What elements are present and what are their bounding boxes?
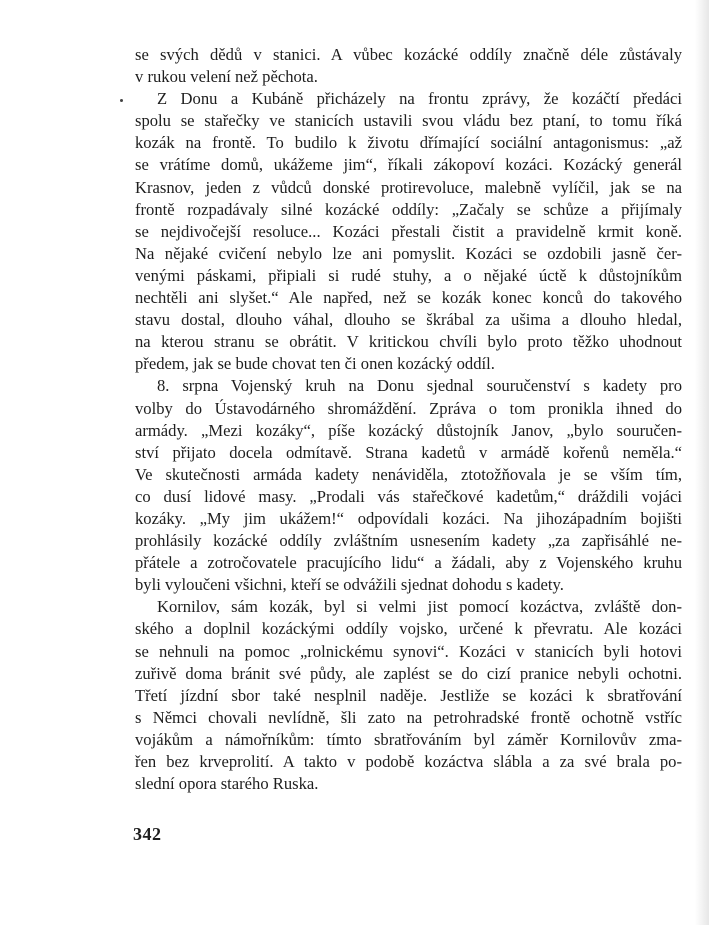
paragraph — [135, 596, 682, 795]
text-line: řen bez krveprolití. A takto v podobě kozáctva slábla a za své brala po- — [135, 752, 682, 771]
page-edge-shadow — [695, 0, 709, 925]
text-line: Ve skutečnosti armáda kadety nenáviděla, ztotožňovala je se vším tím, — [135, 464, 682, 484]
text-line: armády. „Mezi kozáky“, píše kozácký důstojník Janov, „bylo souručen- — [135, 420, 682, 440]
text-line: s Němci chovali nevlídně, šli zato na petrohradské frontě ochotně vstříc — [135, 707, 682, 727]
text-line: se nehnuli na pomoc „rolnickému synovi“. Kozáci v stanicích byli hotovi — [135, 641, 682, 661]
text-line: v rukou velení než pěchota. — [135, 67, 318, 87]
page-number: 342 — [133, 824, 162, 844]
text-line: kozák na frontě. To budilo k životu dřímající sociální antagonismus: „až — [135, 133, 682, 153]
text-line: se nejdivočejší resoluce... Kozáci přestali čistit a pravidelně krmit koně. — [135, 221, 682, 241]
paragraph — [135, 44, 682, 88]
text-line: ského a doplnil kozáckými oddíly vojsko, určené k převratu. Ale kozáci — [135, 619, 682, 639]
text-line: Kornilov, sám kozák, byl si velmi jist pomocí kozáctva, zvláště don- — [157, 597, 682, 617]
text-line: venými páskami, připiali si rudé stuhy, a o nějaké úctě k důstojníkům — [135, 265, 682, 285]
text-line: zuřivě doma bránit své půdy, ale zaplést se do cizí pranice nebyli ochotni. — [135, 663, 682, 683]
text-line: nechtěli ani slyšet.“ Ale napřed, než se kozák konec konců do takového — [135, 288, 682, 308]
text-line: na kterou stranu se obrátit. V kritickou chvíli bylo proto těžko uhodnout — [135, 332, 682, 352]
body-text — [135, 44, 682, 795]
text-line: byli vyloučeni všichni, kteří se odvážili sjednat dohodu s kadety. — [135, 575, 564, 595]
text-line: co dusí lidové masy. „Prodali vás stařečkové kadetům,“ dráždili vojáci — [135, 486, 682, 506]
text-line: vojákům a námořníkům: tímto sbratřováním byl záměr Kornilovův zma- — [135, 729, 682, 749]
text-line: spolu se stařečky ve stanicích ustavili svou vládu bez ptaní, to tomu říká — [135, 111, 682, 131]
text-line: se svých dědů v stanici. A vůbec kozácké oddíly značně déle zůstávaly — [135, 45, 682, 64]
text-line: Krasnov, jeden z vůdců donské protirevoluce, malebně vylíčil, jak se na — [135, 177, 682, 197]
text-line: prohlásily kozácké oddíly zvláštním usnesením kadety „za zapřisáhlé ne- — [135, 531, 682, 551]
text-line: předem, jak se bude chovat ten či onen kozácký oddíl. — [135, 354, 495, 374]
paragraph — [135, 375, 682, 596]
text-line: Třetí jízdní sbor také nesplnil naděje. Jestliže se kozáci k sbratřování — [135, 685, 682, 705]
text-line: Z Donu a Kubáně přicházely na frontu zprávy, že kozáčtí předáci — [157, 89, 682, 109]
margin-mark — [120, 99, 123, 102]
text-line: stavu dostal, dlouho váhal, dlouho se škrábal za ušima a dlouho hledal, — [135, 310, 682, 330]
text-line: 8. srpna Vojenský kruh na Donu sjednal souručenství s kadety pro — [157, 376, 682, 396]
text-line: se vrátíme domů, ukážeme jim“, říkali zákopoví kozáci. Kozácký generál — [135, 155, 682, 175]
text-line: volby do Ústavodárného shromáždění. Zpráva o tom pronikla ihned do — [135, 398, 682, 418]
paragraph — [135, 88, 682, 375]
text-line: kozáky. „My jim ukážem!“ odpovídali kozáci. Na jihozápadním bojišti — [135, 508, 682, 528]
text-line: frontě rozpadávaly silné kozácké oddíly: „Začaly se schůze a přijímaly — [135, 199, 682, 219]
text-line: slední opora starého Ruska. — [135, 774, 319, 794]
text-line: přátele a zotročovatele pracujícího lidu“ a žádali, aby z Vojenského kruhu — [135, 553, 682, 573]
text-line: Na nějaké cvičení nebylo lze ani pomyslit. Kozáci se ozdobili jasně čer- — [135, 243, 682, 263]
text-line: ství přijato docela odmítavě. Strana kadetů v armádě kořenů neměla.“ — [135, 442, 682, 462]
